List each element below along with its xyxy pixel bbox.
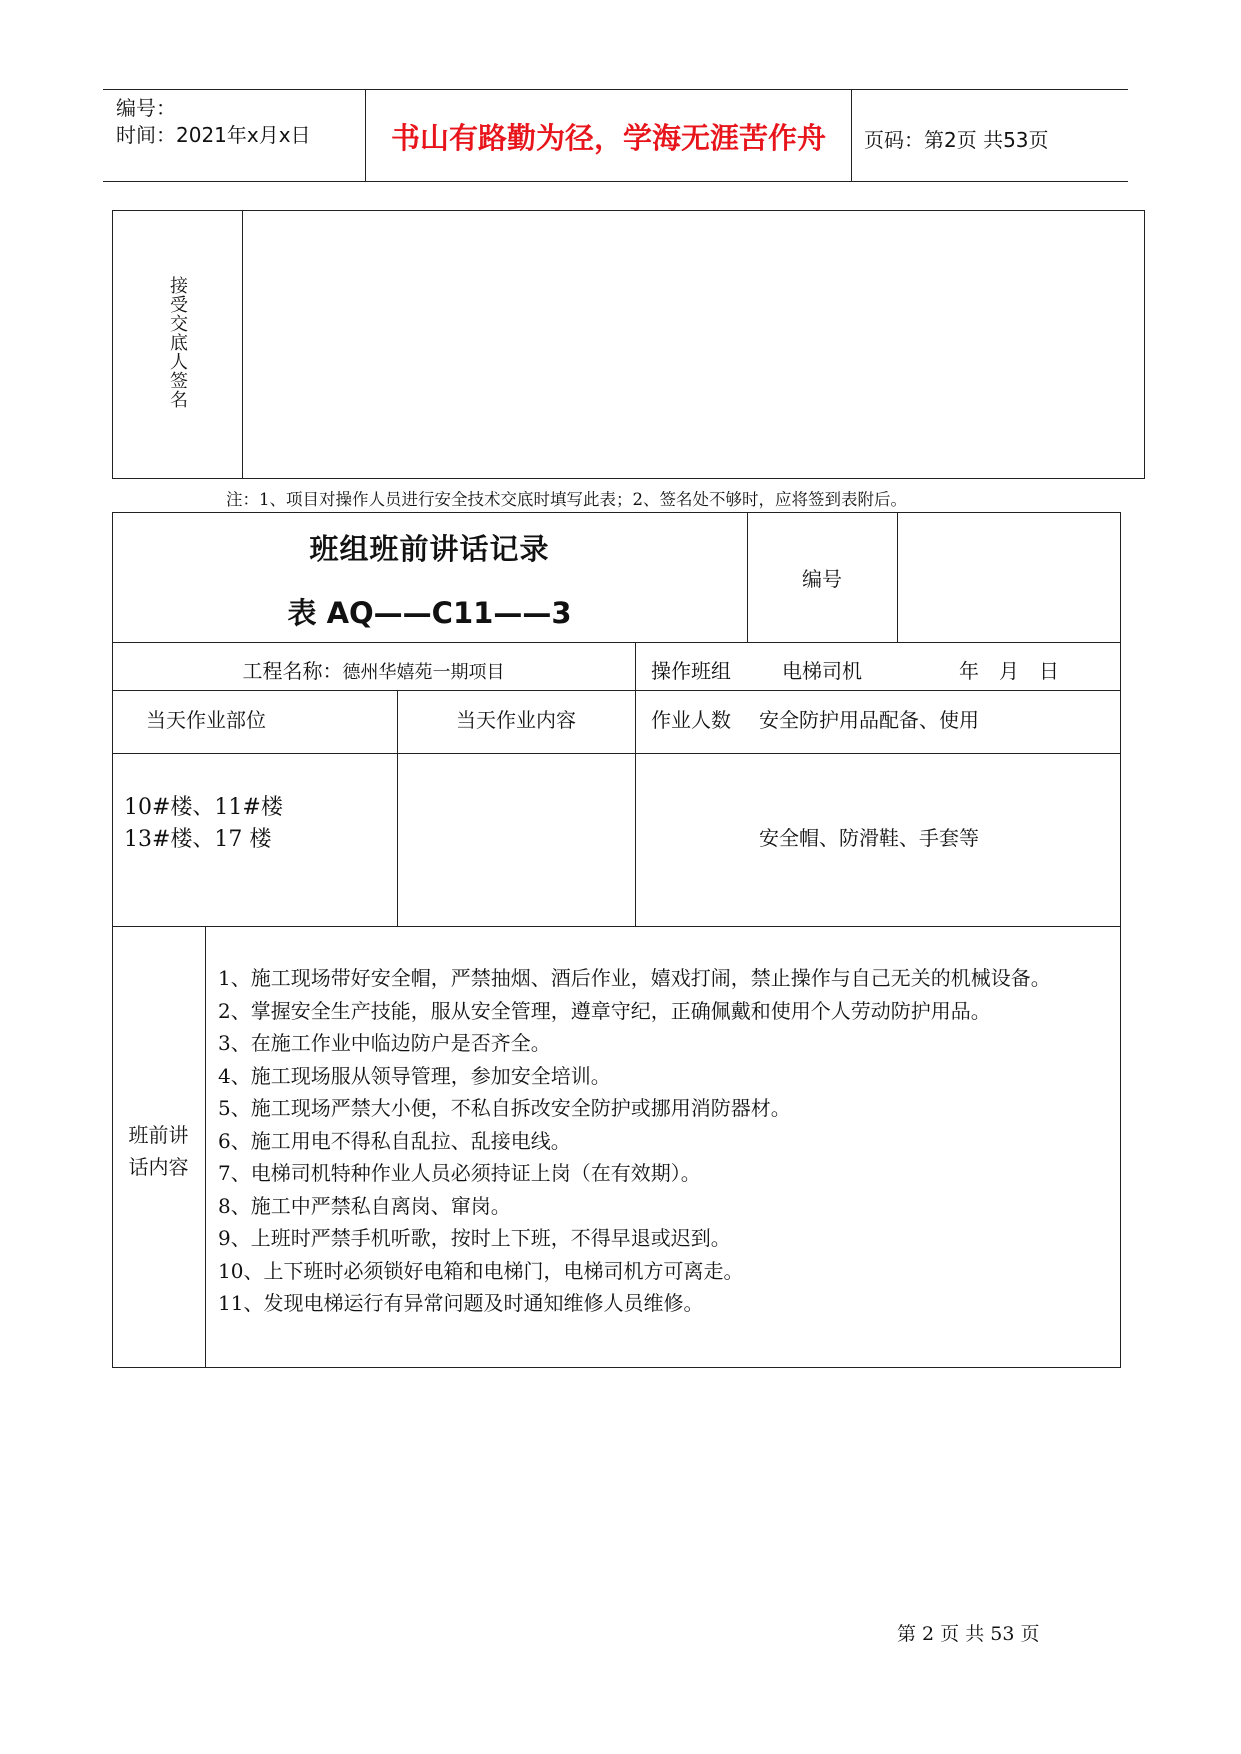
title-divider-2 xyxy=(897,512,898,642)
location-line-1: 10#楼、11#楼 xyxy=(124,795,283,820)
briefing-item-7: 7、电梯司机特种作业人员必须持证上岗（在有效期）。 xyxy=(218,1161,701,1185)
briefing-item-5: 5、施工现场严禁大小便，不私自拆改安全防护或挪用消防器材。 xyxy=(218,1096,791,1120)
serial-label: 编号 xyxy=(802,567,842,591)
header-serial-label: 编号： xyxy=(116,96,176,120)
form-title: 班组班前讲话记录 xyxy=(309,532,550,566)
header-motto: 书山有路勤为径，学海无涯苦作舟 xyxy=(390,121,826,155)
briefing-item-10: 10、上下班时必须锁好电箱和电梯门，电梯司机方可离走。 xyxy=(218,1258,744,1283)
briefing-item-6: 6、施工用电不得私自乱拉、乱接电线。 xyxy=(218,1128,571,1153)
briefing-item-9: 9、上班时严禁手机听歌，按时上下班，不得早退或迟到。 xyxy=(218,1226,731,1250)
team-value: 电梯司机 xyxy=(782,659,862,683)
header-time: 时间：2021年x月x日 xyxy=(116,123,311,147)
date-field: 年 月 日 xyxy=(959,659,1059,683)
row-rule-3 xyxy=(112,690,1121,691)
project-name xyxy=(112,655,635,684)
signature-block xyxy=(112,210,1145,479)
form-note: 注：1、项目对操作人员进行安全技术交底时填写此表；2、签名处不够时，应将签到表附后。 xyxy=(226,490,907,509)
header-ppe: 安全防护用品配备、使用 xyxy=(759,708,979,732)
row-rule-5 xyxy=(112,926,1121,927)
briefing-divider xyxy=(205,926,206,1368)
header-workers: 作业人数 xyxy=(651,708,731,732)
briefing-label-line-1: 班前讲 xyxy=(128,1123,189,1147)
team-label: 操作班组 xyxy=(651,659,731,683)
row-rule-4 xyxy=(112,753,1121,754)
briefing-item-3: 3、在施工作业中临边防户是否齐全。 xyxy=(218,1031,551,1055)
briefing-label-line-2: 话内容 xyxy=(128,1155,189,1179)
location-line-2: 13#楼、17 楼 xyxy=(124,827,272,852)
project-label: 工程名称： xyxy=(242,659,343,683)
header-content: 当天作业内容 xyxy=(456,708,576,732)
header-location: 当天作业部位 xyxy=(146,708,266,732)
header-bottom-rule xyxy=(103,181,1128,182)
briefing-list xyxy=(218,962,1114,1320)
briefing-item-8: 8、施工中严禁私自离岗、窜岗。 xyxy=(218,1193,511,1218)
signature-divider xyxy=(242,210,243,479)
briefing-item-2: 2、掌握安全生产技能，服从安全管理，遵章守纪，正确佩戴和使用个人劳动防护用品。 xyxy=(218,998,991,1023)
signature-label: 接受交底人签名 xyxy=(167,276,188,409)
row-rule-2 xyxy=(112,642,1121,643)
briefing-item-1: 1、施工现场带好安全帽，严禁抽烟、酒后作业，嬉戏打闹，禁止操作与自己无关的机械设备。 xyxy=(218,966,1051,990)
ppe-value: 安全帽、防滑鞋、手套等 xyxy=(759,826,979,850)
project-value: 德州华嬉苑一期项目 xyxy=(342,662,505,683)
header-top-rule xyxy=(103,89,1128,90)
briefing-item-4: 4、施工现场服从领导管理，参加安全培训。 xyxy=(218,1063,611,1088)
form-code: 表 AQ——C11——3 xyxy=(287,596,572,630)
briefing-item-11: 11、发现电梯运行有异常问题及时通知维修人员维修。 xyxy=(218,1291,704,1315)
header-page-code: 页码：第2页 共53页 xyxy=(864,128,1049,152)
footer-page-number: 第 2 页 共 53 页 xyxy=(897,1623,1040,1645)
header-divider-right xyxy=(851,89,852,181)
